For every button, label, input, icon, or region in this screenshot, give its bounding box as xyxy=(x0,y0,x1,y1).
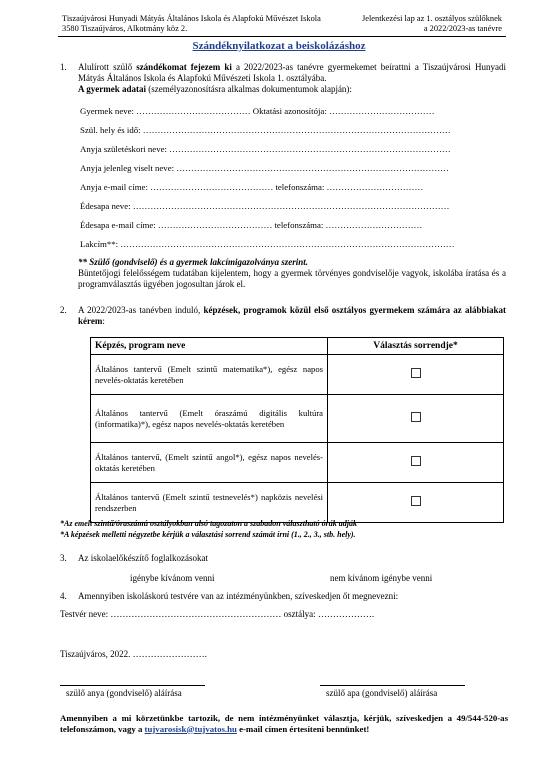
section1-intro: Alulírott szülő szándékomat fejezem ki a 2022/2023-as tanévre gyermekemet beírattni a Tiszaújvárosi Hunyadi Mátyás Általános Iskola és Alapfokú Művészeti Iskola 1. osztályába. A gyermek adatai (személyazonosításra alkalmas dokumentumok alapján): xyxy=(78,62,507,94)
father-email-phone-field[interactable]: Édesapa e-mail címe: ………………………………… telefonszáma: …………………………… xyxy=(80,220,423,230)
choice-checkbox[interactable] xyxy=(411,496,421,506)
closing-notice: Amennyiben a mi körzetünkbe tartozik, de nem intézményünket választja, kérjük, szíveskedjen a 49/544-520-as telefonszámon, vagy a tujvarosisk@tujvatos.hu e-mail címen értesíteni bennünket! xyxy=(60,713,508,734)
table-header-row xyxy=(91,338,504,355)
document-title: Szándéknyilatkozat a beiskolázáshoz xyxy=(192,40,366,52)
father-name-field[interactable]: Édesapa neve: ……………………………………………………………………………………………… xyxy=(80,201,450,211)
date-line[interactable]: Tiszaújváros, 2022. ……………………. xyxy=(60,649,207,659)
section4-text: Amennyiben iskoláskorú testvére van az intézményünkben, szíveskedjen őt megnevezni: xyxy=(78,591,399,601)
section4-number: 4. xyxy=(60,591,67,601)
program-name: Általános tantervű (Emelt szintű matematika*), egész napos nevelés-oktatás keretében xyxy=(91,355,328,395)
program-name: Általános tantervű, (Emelt szintű angol*), egész napos nevelés-oktatás keretében xyxy=(91,443,328,483)
sibling-field[interactable]: Testvér neve: ………………………………………………… osztálya: ………………. xyxy=(60,609,375,619)
mother-signature-line[interactable] xyxy=(60,685,205,686)
program-name-header: Képzés, program neve xyxy=(91,338,328,355)
table-row xyxy=(91,443,504,483)
choice-checkbox[interactable] xyxy=(411,412,421,422)
table-row xyxy=(91,483,504,523)
form-year: a 2022/2023-as tanévre xyxy=(423,24,502,33)
child-data-heading: A gyermek adatai xyxy=(78,84,146,94)
program-name: Általános tantervű (Emelt szintű testnevelés*) napközis nevelési rendszerben xyxy=(91,483,328,523)
father-signature-label: szülő apa (gondviselő) aláírása xyxy=(326,688,438,698)
section3-number: 3. xyxy=(60,553,67,563)
mother-current-name-field[interactable]: Anyja jelenleg viselt neve: ………………………………………………………………………………… xyxy=(80,163,449,173)
choice-order-header: Választás sorrendje* xyxy=(328,338,504,355)
table-row xyxy=(91,355,504,395)
option-yes[interactable]: igénybe kívánom venni xyxy=(130,573,215,583)
program-choice-table xyxy=(90,337,504,523)
table-row xyxy=(91,395,504,443)
form-header xyxy=(362,14,502,34)
section2-number: 2. xyxy=(60,305,67,315)
responsibility-statement: Büntetőjogi felelősségem tudatában kijelentem, hogy a gyermek törvényes gondviselője vagyok, iskolába íratása és a programválasztás ügyében jogosultan járok el. xyxy=(78,268,506,289)
section1-number: 1. xyxy=(60,62,67,72)
mother-signature-label: szülő anya (gondviselő) aláírása xyxy=(66,688,182,698)
address-field[interactable]: Lakcím**: …………………………………………………………………………………………………… xyxy=(80,239,455,249)
form-purpose: Jelentkezési lap az 1. osztályos szülőknek xyxy=(361,14,502,23)
header-divider xyxy=(58,36,506,37)
section3-text: Az iskolaelőkészítő foglalkozásokat xyxy=(78,553,208,563)
address-note: ** Szülő (gondviselő) és a gyermek lakcímigazolványa szerint. xyxy=(78,257,308,267)
choice-checkbox[interactable] xyxy=(411,456,421,466)
mother-email-phone-field[interactable]: Anyja e-mail címe: …………………………………… telefonszáma: …………………………… xyxy=(80,182,424,192)
father-signature-line[interactable] xyxy=(320,685,465,686)
section2-intro: A 2022/2023-as tanévben induló, képzések, programok közül első osztályos gyermekem számára az alábbiakat kérem: xyxy=(78,305,506,326)
child-name-field[interactable]: Gyermek neve: ………………………………… Oktatási azonosítója: ……………………………… xyxy=(80,106,435,116)
school-header xyxy=(62,14,321,34)
footnote-order: *A képzések melletti négyzetbe kérjük a választási sorrend számát írni (1., 2., 3., stb. hely). xyxy=(60,530,356,539)
program-name: Általános tantervű (Emelt óraszámú digitális kultúra (informatika)*), egész napos nevelés-oktatás keretében xyxy=(91,395,328,443)
school-name: Tiszaújvárosi Hunyadi Mátyás Általános Iskola és Alapfokú Művészet Iskola xyxy=(62,14,321,23)
choice-checkbox[interactable] xyxy=(411,368,421,378)
school-address: 3580 Tiszaújváros, Alkotmány köz 2. xyxy=(62,24,188,33)
birth-place-date-field[interactable]: Szül. hely és idő: …………………………………………………………………………………………… xyxy=(80,125,451,135)
option-no[interactable]: nem kívánom igénybe venni xyxy=(330,573,433,583)
school-email-link[interactable]: tujvarosisk@tujvatos.hu xyxy=(144,723,237,734)
mother-birth-name-field[interactable]: Anyja születéskori neve: …………………………………………………………………………………… xyxy=(80,144,451,154)
footnote-emelt: *Az emelt szintű/óraszámú osztályokban alsó tagozaton a szabadon választható órák adják xyxy=(60,519,357,528)
